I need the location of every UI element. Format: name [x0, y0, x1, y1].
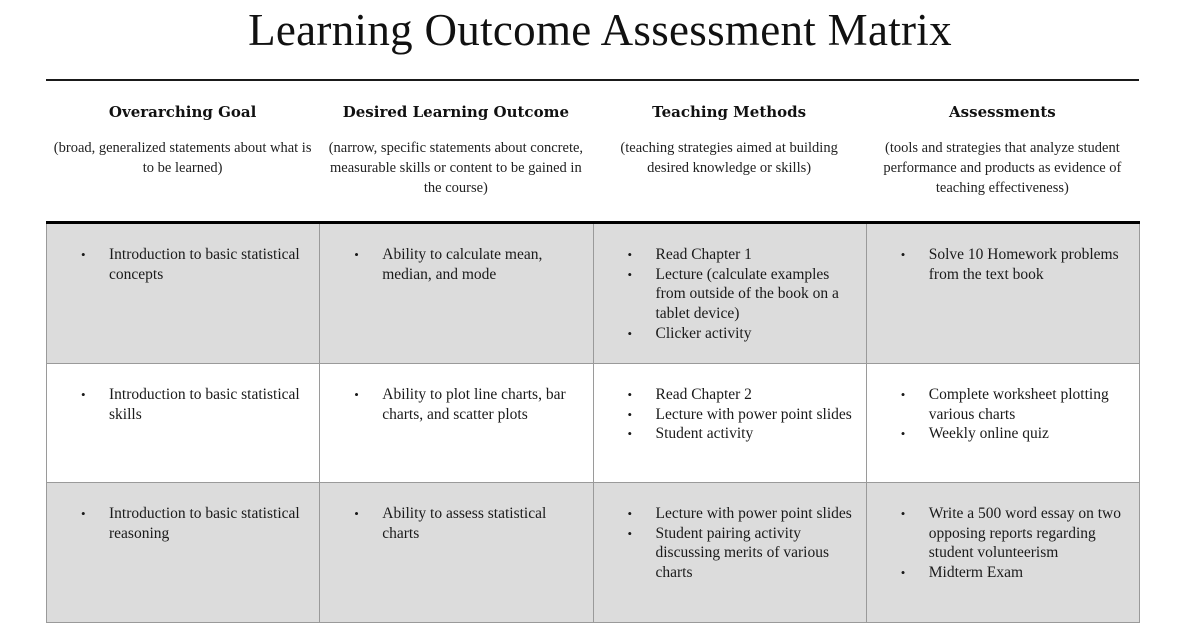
column-title: Desired Learning Outcome: [342, 103, 569, 121]
list-item: • Write a 500 word essay on two opposing reports regarding student volunteerism: [900, 505, 1121, 562]
bullet-icon: •: [900, 247, 906, 262]
column-title: Assessments: [949, 103, 1056, 121]
list-item: • Ability to assess statistical charts: [354, 505, 547, 542]
table-row: [47, 364, 1140, 483]
cell-outcome: [320, 364, 593, 483]
header-overarching-goal: [46, 96, 319, 198]
bullet-icon: •: [900, 506, 906, 521]
bullet-list: [867, 245, 1129, 284]
bullet-icon: •: [627, 325, 633, 341]
bullet-list: [594, 245, 856, 344]
bullet-list: [594, 504, 856, 583]
bullet-icon: •: [627, 525, 633, 541]
bullet-list: [320, 245, 582, 284]
bullet-icon: •: [900, 387, 906, 402]
cell-outcome: [320, 483, 593, 623]
list-item: • Read Chapter 2: [627, 386, 752, 403]
bullet-icon: •: [81, 247, 86, 262]
cell-assessments: [866, 223, 1139, 364]
bullet-icon: •: [627, 506, 633, 521]
cell-methods: [593, 364, 866, 483]
header-desired-learning-outcome: [319, 96, 592, 198]
header-assessments: [866, 96, 1139, 198]
list-item: • Introduction to basic statistical skills: [81, 386, 300, 423]
list-item: • Student activity: [627, 425, 754, 443]
bullet-icon: •: [627, 426, 633, 442]
list-item: • Ability to plot line charts, bar charts, and scatter plots: [354, 386, 566, 423]
table-row: [47, 223, 1140, 364]
bullet-list: [47, 504, 309, 543]
bullet-list: [320, 504, 582, 543]
cell-assessments: [866, 483, 1139, 623]
list-item: • Lecture with power point slides: [627, 505, 852, 522]
bullet-icon: •: [627, 406, 633, 422]
bullet-icon: •: [81, 387, 86, 402]
list-item: • Introduction to basic statistical reasoning: [81, 505, 300, 542]
bullet-icon: •: [900, 565, 906, 581]
list-item: • Clicker activity: [627, 324, 752, 342]
list-item: • Weekly online quiz: [900, 425, 1049, 443]
column-description: (tools and strategies that analyze student performance and products as evidence of teaching effectiveness): [883, 140, 1122, 196]
list-item: • Student pairing activity discussing merits of various charts: [627, 524, 829, 582]
cell-methods: [593, 483, 866, 623]
bullet-list: [867, 504, 1129, 583]
bullet-icon: •: [627, 247, 633, 262]
assessment-matrix-table: [46, 221, 1140, 623]
bullet-list: [47, 245, 309, 284]
document-title: Learning Outcome Assessment Matrix: [248, 5, 952, 55]
column-headers: [46, 96, 1139, 198]
list-item: • Ability to calculate mean, median, and mode: [354, 246, 543, 283]
bullet-list: [867, 385, 1129, 444]
title-divider: [46, 79, 1139, 81]
bullet-icon: •: [81, 506, 86, 521]
list-item: • Midterm Exam: [900, 564, 1024, 582]
header-teaching-methods: [593, 96, 866, 198]
column-title: Overarching Goal: [108, 103, 257, 121]
cell-goal: [47, 223, 320, 364]
column-description: (broad, generalized statements about what is to be learned): [53, 140, 312, 176]
list-item: • Introduction to basic statistical concepts: [81, 246, 300, 283]
table-row: [47, 483, 1140, 623]
column-description: (narrow, specific statements about concrete, measurable skills or content to be gained in the course): [328, 140, 584, 196]
cell-methods: [593, 223, 866, 364]
bullet-list: [47, 385, 309, 424]
list-item: • Solve 10 Homework problems from the text book: [900, 246, 1119, 283]
bullet-icon: •: [354, 506, 359, 521]
bullet-icon: •: [900, 426, 906, 442]
list-item: • Complete worksheet plotting various charts: [900, 386, 1109, 423]
bullet-icon: •: [627, 266, 633, 282]
bullet-icon: •: [354, 387, 359, 402]
list-item: • Read Chapter 1: [627, 246, 752, 263]
cell-goal: [47, 364, 320, 483]
list-item: • Lecture (calculate examples from outside of the book on a tablet device): [627, 265, 839, 323]
bullet-icon: •: [354, 247, 359, 262]
column-description: (teaching strategies aimed at building desired knowledge or skills): [620, 140, 838, 176]
list-item: • Lecture with power point slides: [627, 405, 852, 423]
column-title: Teaching Methods: [652, 103, 807, 121]
cell-goal: [47, 483, 320, 623]
cell-outcome: [320, 223, 593, 364]
cell-assessments: [866, 364, 1139, 483]
bullet-list: [594, 385, 856, 444]
bullet-list: [320, 385, 582, 424]
bullet-icon: •: [627, 387, 633, 402]
